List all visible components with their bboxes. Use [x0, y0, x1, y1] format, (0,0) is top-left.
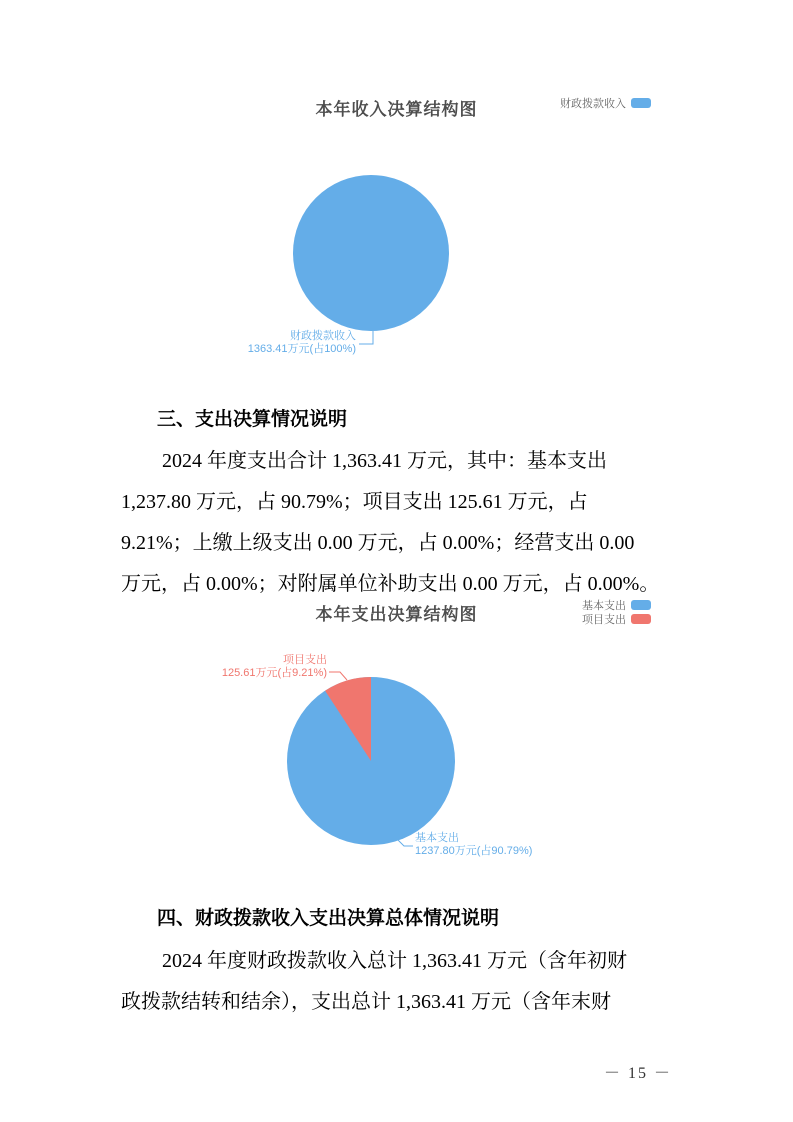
legend-label: 项目支出: [582, 614, 626, 626]
section3-line-1: 2024 年度支出合计 1,363.41 万元，其中：基本支出: [162, 450, 607, 472]
section3-heading: 三、支出决算情况说明: [157, 409, 348, 430]
income-pie-label-value: 1363.41万元(占100%): [247, 343, 356, 355]
basic-pie-label-value: 1237.80万元(占90.79%): [415, 845, 533, 857]
basic-pie-label-name: 基本支出: [415, 832, 459, 844]
income-pie-label-name: 财政拨款收入: [290, 330, 356, 342]
income-pie-label-line: [359, 331, 373, 344]
legend-item-basic: [400, 598, 651, 612]
income-pie-chart: [121, 120, 672, 365]
basic-label-line: [398, 840, 413, 846]
legend-swatch-blue-icon: [631, 600, 651, 610]
project-label-line: [329, 672, 347, 680]
expenditure-chart-legend: [400, 598, 651, 626]
section4-heading: 四、财政拨款收入支出决算总体情况说明: [157, 908, 500, 929]
legend-label: 基本支出: [582, 600, 626, 612]
section3-line-2: 1,237.80 万元，占 90.79%；项目支出 125.61 万元，占: [121, 491, 588, 513]
income-chart-legend: [400, 96, 651, 110]
section3-line-4: 万元，占 0.00%；对附属单位补助支出 0.00 万元，占 0.00%。: [121, 573, 660, 595]
legend-label: 财政拨款收入: [560, 98, 626, 110]
page-number: － 15 －: [603, 1065, 672, 1082]
legend-item-fiscal-income: [400, 96, 651, 110]
legend-swatch-blue-icon: [631, 98, 651, 108]
expenditure-chart-title: 本年支出决算结构图: [315, 605, 478, 624]
income-pie-slice-fiscal: [293, 175, 449, 331]
income-chart-title: 本年收入决算结构图: [315, 100, 478, 119]
section3-line-3: 9.21%；上缴上级支出 0.00 万元，占 0.00%；经营支出 0.00: [121, 532, 635, 554]
project-pie-label-value: 125.61万元(占9.21%): [221, 667, 327, 679]
legend-item-project: [400, 612, 651, 626]
basic-pie-label: [415, 832, 532, 858]
project-pie-label-name: 项目支出: [283, 654, 327, 666]
project-pie-label: [127, 654, 327, 680]
section4-line-2: 政拨款结转和结余），支出总计 1,363.41 万元（含年末财: [121, 991, 611, 1013]
section4-line-1: 2024 年度财政拨款收入总计 1,363.41 万元（含年初财: [162, 950, 627, 972]
legend-swatch-red-icon: [631, 614, 651, 624]
income-pie-label: [156, 330, 356, 356]
